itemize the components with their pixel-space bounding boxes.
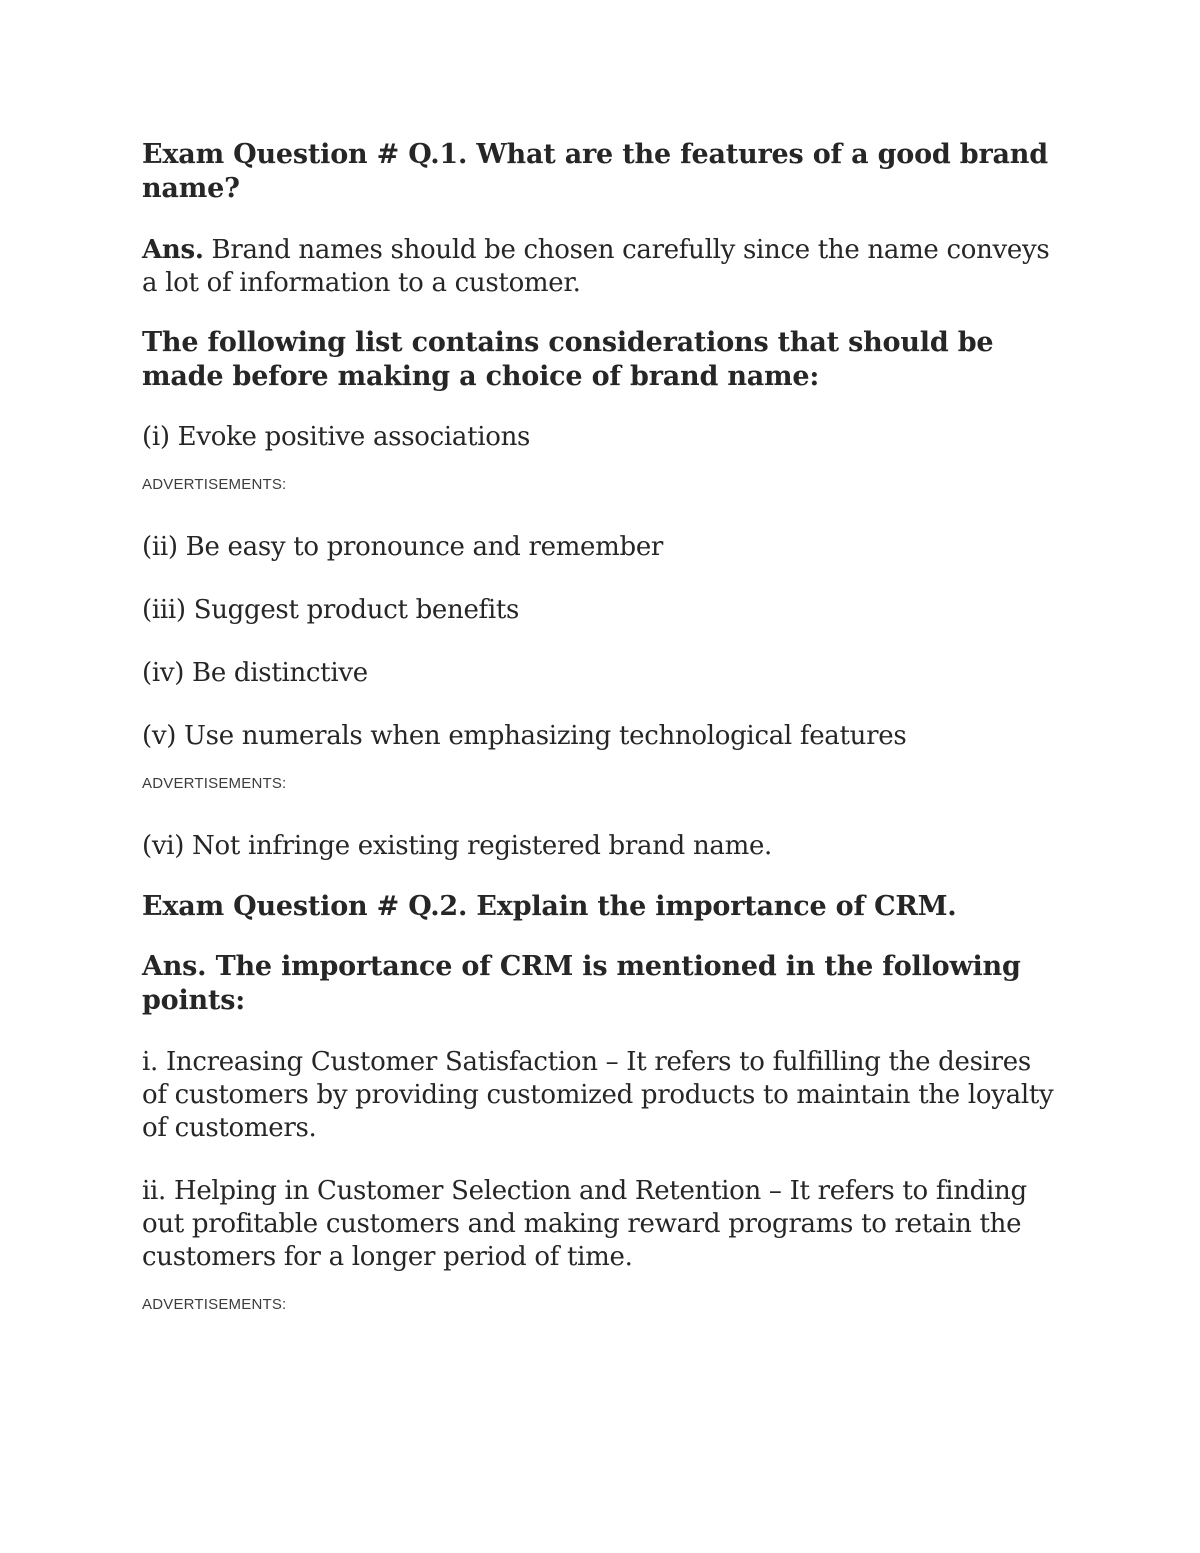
question-2-answer-heading: Ans. The importance of CRM is mentioned in the following points: <box>142 951 1021 1016</box>
question-1-answer <box>142 234 1062 300</box>
list-item-4: (iv) Be distinctive <box>142 658 368 688</box>
advertisement-label-3: ADVERTISEMENTS: <box>142 1296 287 1313</box>
question-2-title: Exam Question # Q.2. Explain the importance of CRM. <box>142 891 957 922</box>
crm-point-1: i. Increasing Customer Satisfaction – It refers to fulfilling the desires of customers by providing customized products to maintain the loyalty of customers. <box>142 1047 1054 1143</box>
list-item-3: (iii) Suggest product benefits <box>142 595 520 625</box>
answer-lead: Ans. <box>142 235 204 265</box>
question-1-title: Exam Question # Q.1. What are the features of a good brand name? <box>142 139 1048 204</box>
advertisement-label-2: ADVERTISEMENTS: <box>142 775 287 792</box>
list-item-1: (i) Evoke positive associations <box>142 422 531 452</box>
list-item-6: (vi) Not infringe existing registered brand name. <box>142 831 773 861</box>
document-page <box>142 138 1062 1351</box>
advertisement-label-1: ADVERTISEMENTS: <box>142 476 287 493</box>
answer-text: Brand names should be chosen carefully since the name conveys a lot of information to a customer. <box>142 235 1050 298</box>
list-item-2: (ii) Be easy to pronounce and remember <box>142 532 664 562</box>
list-item-5: (v) Use numerals when emphasizing technological features <box>142 721 907 751</box>
crm-point-2: ii. Helping in Customer Selection and Retention – It refers to finding out profitable customers and making reward programs to retain the customers for a longer period of time. <box>142 1176 1027 1272</box>
list-intro: The following list contains considerations that should be made before making a choice of brand name: <box>142 327 994 392</box>
